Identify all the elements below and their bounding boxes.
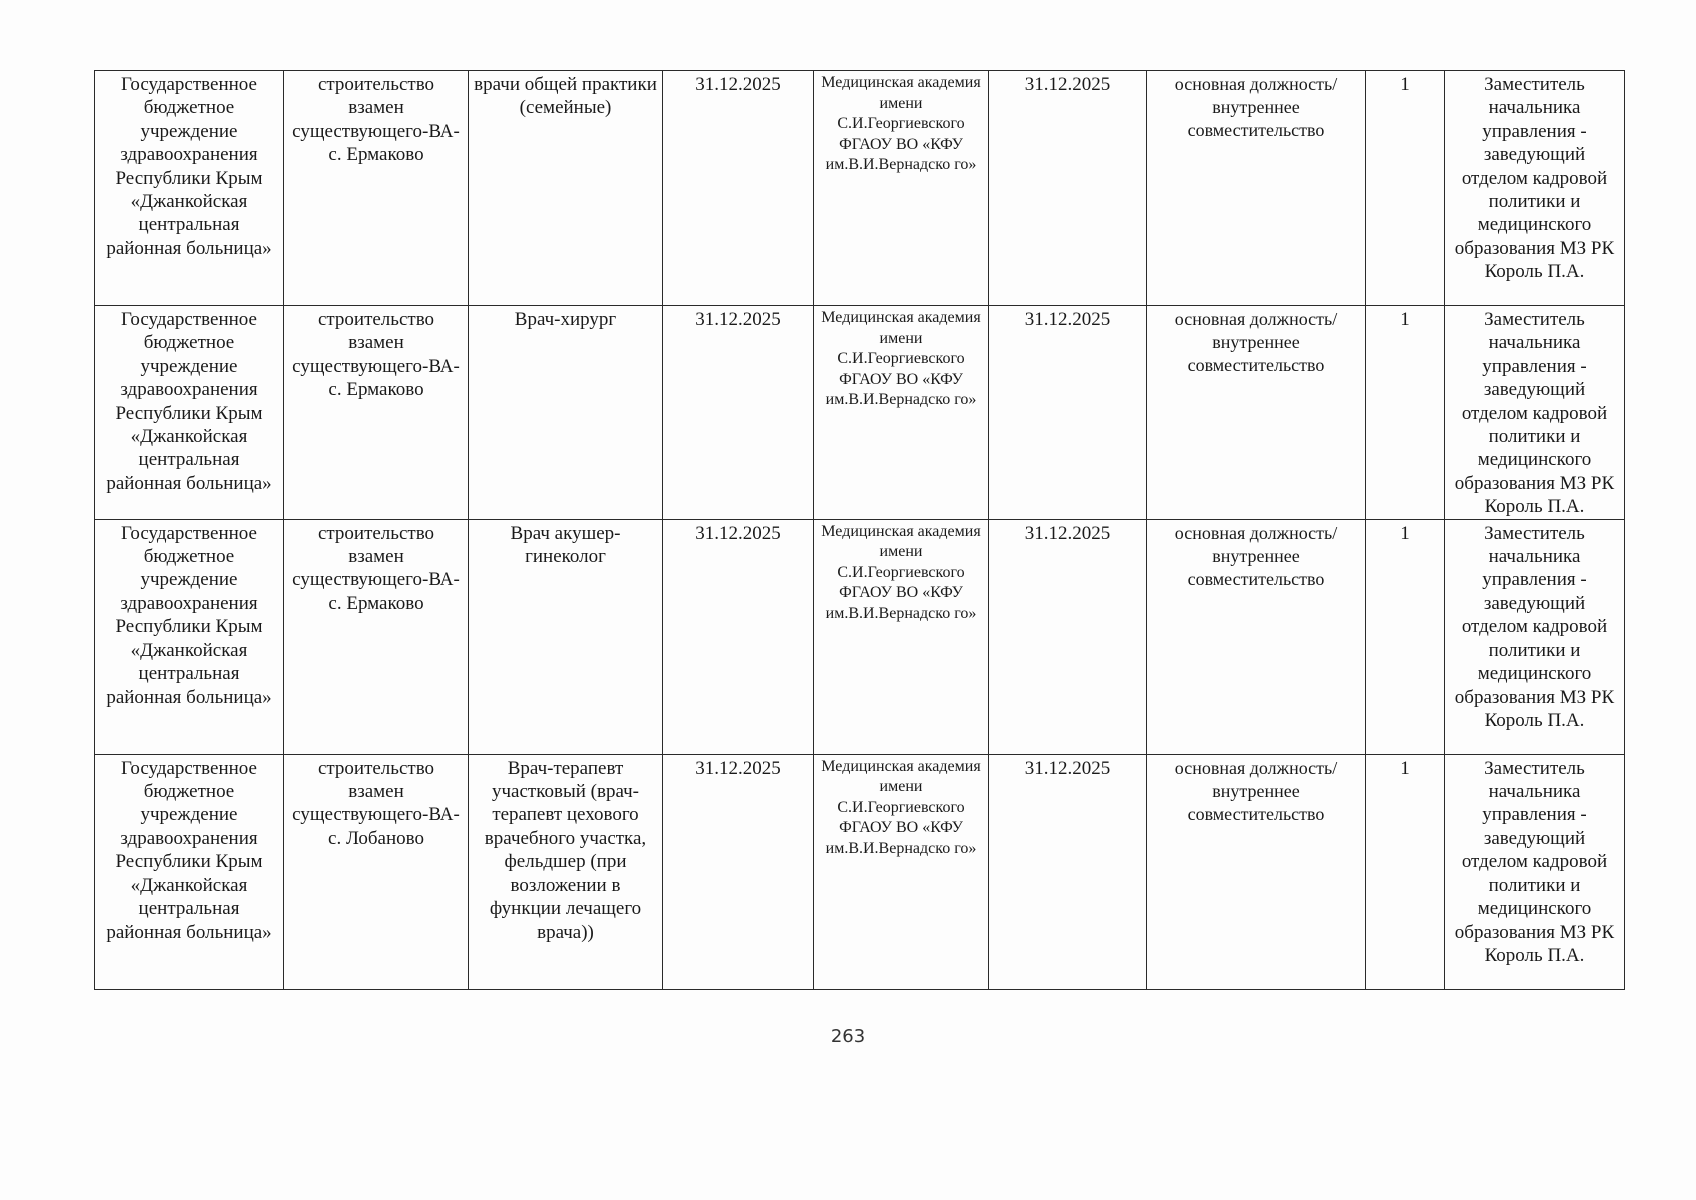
- completion-date-cell: 31.12.2025: [989, 754, 1147, 989]
- count-cell: 1: [1366, 754, 1445, 989]
- institution-cell: Государственное бюджетное учреждение здравоохранения Республики Крым «Джанкойская центральная районная больница»: [95, 519, 284, 754]
- institution-cell: Государственное бюджетное учреждение здравоохранения Республики Крым «Джанкойская центральная районная больница»: [95, 754, 284, 989]
- deadline-date-cell: 31.12.2025: [663, 306, 814, 520]
- page-number: 263: [830, 1026, 866, 1047]
- table-row: [95, 754, 1625, 989]
- completion-date-cell: 31.12.2025: [989, 519, 1147, 754]
- position-type-cell: основная должность/ внутреннее совместительство: [1147, 306, 1366, 520]
- position-type-cell: основная должность/ внутреннее совместительство: [1147, 754, 1366, 989]
- table-row: [95, 71, 1625, 306]
- construction-cell: строительство взамен существующего-ВА-с. Ермаково: [284, 71, 469, 306]
- construction-cell: строительство взамен существующего-ВА-с. Ермаково: [284, 519, 469, 754]
- position-type-cell: основная должность/ внутреннее совместительство: [1147, 519, 1366, 754]
- institution-cell: Государственное бюджетное учреждение здравоохранения Республики Крым «Джанкойская центральная районная больница»: [95, 71, 284, 306]
- completion-date-cell: 31.12.2025: [989, 306, 1147, 520]
- specialty-cell: Врач-терапевт участковый (врач-терапевт цехового врачебного участка, фельдшер (при возложении в функции лечащего врача)): [469, 754, 663, 989]
- deadline-date-cell: 31.12.2025: [663, 519, 814, 754]
- construction-cell: строительство взамен существующего-ВА-с. Лобаново: [284, 754, 469, 989]
- completion-date-cell: 31.12.2025: [989, 71, 1147, 306]
- deadline-date-cell: 31.12.2025: [663, 754, 814, 989]
- academy-cell: Медицинская академия имени С.И.Георгиевского ФГАОУ ВО «КФУ им.В.И.Вернадско го»: [814, 71, 989, 306]
- responsible-cell: Заместитель начальника управления - заведующий отделом кадровой политики и медицинского образования МЗ РК Король П.А.: [1445, 519, 1625, 754]
- count-cell: 1: [1366, 306, 1445, 520]
- deadline-date-cell: 31.12.2025: [663, 71, 814, 306]
- academy-cell: Медицинская академия имени С.И.Георгиевского ФГАОУ ВО «КФУ им.В.И.Вернадско го»: [814, 519, 989, 754]
- institution-cell: Государственное бюджетное учреждение здравоохранения Республики Крым «Джанкойская центральная районная больница»: [95, 306, 284, 520]
- table-row: [95, 519, 1625, 754]
- responsible-cell: Заместитель начальника управления - заведующий отделом кадровой политики и медицинского образования МЗ РК Король П.А.: [1445, 754, 1625, 989]
- specialty-cell: Врач акушер-гинеколог: [469, 519, 663, 754]
- specialty-cell: Врач-хирург: [469, 306, 663, 520]
- responsible-cell: Заместитель начальника управления - заведующий отделом кадровой политики и медицинского образования МЗ РК Король П.А.: [1445, 306, 1625, 520]
- responsible-cell: Заместитель начальника управления - заведующий отделом кадровой политики и медицинского образования МЗ РК Король П.А.: [1445, 71, 1625, 306]
- academy-cell: Медицинская академия имени С.И.Георгиевского ФГАОУ ВО «КФУ им.В.И.Вернадско го»: [814, 306, 989, 520]
- count-cell: 1: [1366, 71, 1445, 306]
- specialty-cell: врачи общей практики (семейные): [469, 71, 663, 306]
- positions-table: [94, 70, 1625, 990]
- construction-cell: строительство взамен существующего-ВА-с. Ермаково: [284, 306, 469, 520]
- academy-cell: Медицинская академия имени С.И.Георгиевского ФГАОУ ВО «КФУ им.В.И.Вернадско го»: [814, 754, 989, 989]
- count-cell: 1: [1366, 519, 1445, 754]
- table-row: [95, 306, 1625, 520]
- position-type-cell: основная должность/ внутреннее совместительство: [1147, 71, 1366, 306]
